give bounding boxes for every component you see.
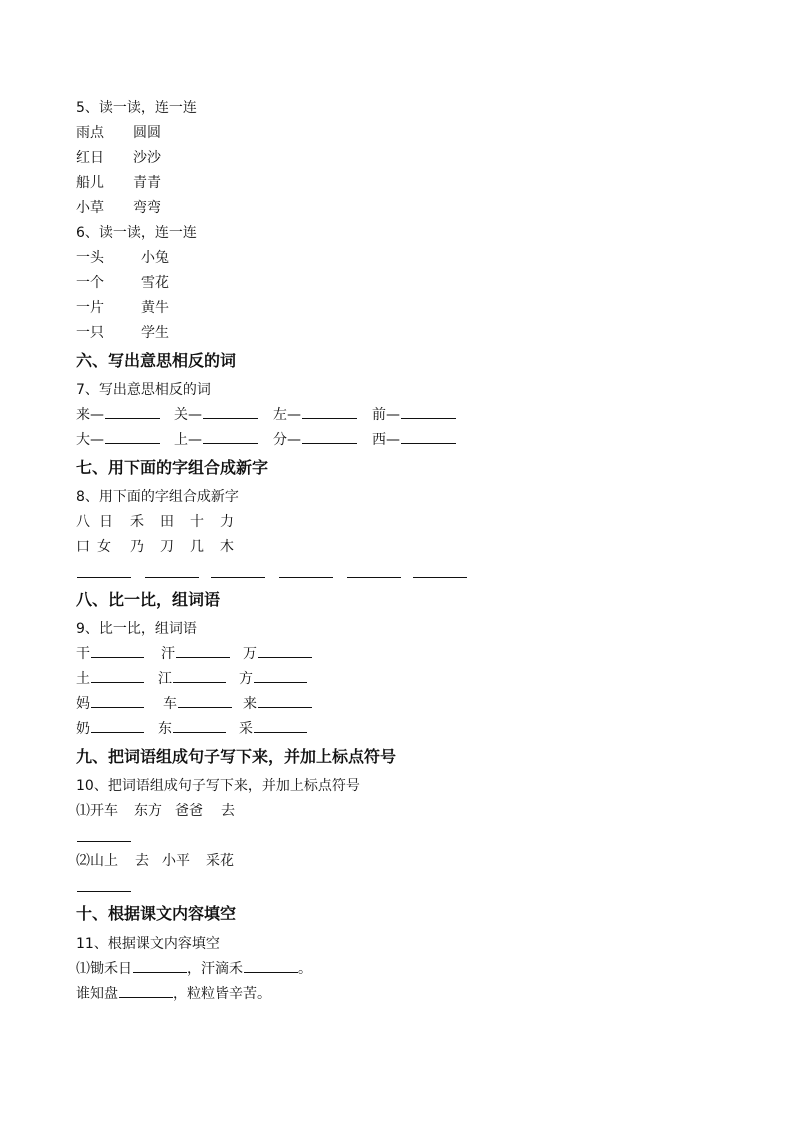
q8-char: 女 bbox=[97, 539, 111, 555]
q8-char: 乃 bbox=[130, 539, 144, 555]
q9-char: 万 bbox=[243, 646, 257, 662]
q10-word: 东方 bbox=[134, 803, 162, 819]
q8-char: 力 bbox=[220, 514, 234, 530]
answer-blank[interactable] bbox=[254, 667, 307, 683]
q7-prompt: 关— bbox=[174, 407, 202, 423]
answer-blank[interactable] bbox=[105, 403, 160, 419]
q6-left-word: 一个 bbox=[76, 275, 104, 291]
answer-blank[interactable] bbox=[133, 957, 187, 973]
q6-left-word: 一只 bbox=[76, 325, 104, 341]
answer-blank[interactable] bbox=[401, 403, 456, 419]
q7-prompt: 来— bbox=[76, 407, 104, 423]
q8-char: 刀 bbox=[160, 539, 174, 555]
answer-blank[interactable] bbox=[91, 692, 144, 708]
q9-char: 奶 bbox=[76, 721, 90, 737]
q8-title: 8、用下面的字组合成新字 bbox=[76, 489, 239, 505]
q8-char: 木 bbox=[220, 539, 234, 555]
answer-blank[interactable] bbox=[258, 692, 312, 708]
q9-char: 车 bbox=[163, 696, 177, 712]
q5-right-word: 弯弯 bbox=[133, 200, 161, 216]
q5-right-word: 圆圆 bbox=[133, 125, 161, 141]
q9-row bbox=[76, 692, 726, 717]
q8-char: 禾 bbox=[130, 514, 144, 530]
answer-blank[interactable] bbox=[413, 562, 467, 578]
section-heading: 七、用下面的字组合成新字 bbox=[76, 458, 269, 477]
q5-title: 5、读一读，连一连 bbox=[76, 100, 197, 116]
q10-word: 去 bbox=[135, 853, 149, 869]
q8-char-row bbox=[76, 510, 726, 535]
q9-char: 东 bbox=[158, 721, 172, 737]
section-heading: 六、写出意思相反的词 bbox=[76, 351, 237, 370]
q8-char: 几 bbox=[190, 539, 204, 555]
q5-row bbox=[76, 121, 726, 146]
q7-prompt: 西— bbox=[372, 432, 400, 448]
answer-blank[interactable] bbox=[105, 428, 160, 444]
q7-prompt: 大— bbox=[76, 432, 104, 448]
answer-blank[interactable] bbox=[203, 403, 258, 419]
q9-char: 汗 bbox=[161, 646, 175, 662]
q7-title: 7、写出意思相反的词 bbox=[76, 382, 211, 398]
q10-word: 小平 bbox=[162, 853, 190, 869]
section-heading: 十、根据课文内容填空 bbox=[76, 904, 237, 923]
q7-prompt: 左— bbox=[273, 407, 301, 423]
q6-row bbox=[76, 246, 726, 271]
q11-text: 。 bbox=[298, 961, 312, 977]
q9-char: 来 bbox=[243, 696, 257, 712]
q9-char: 干 bbox=[76, 646, 90, 662]
q6-title: 6、读一读，连一连 bbox=[76, 225, 197, 241]
worksheet-page bbox=[76, 96, 726, 1007]
q8-char: 田 bbox=[160, 514, 174, 530]
q6-row bbox=[76, 271, 726, 296]
answer-blank[interactable] bbox=[91, 717, 144, 733]
q6-right-word: 学生 bbox=[141, 325, 169, 341]
q10-word: 去 bbox=[221, 803, 235, 819]
answer-blank[interactable] bbox=[254, 717, 307, 733]
q11-text: ⑴锄禾日 bbox=[76, 961, 132, 977]
answer-blank[interactable] bbox=[279, 562, 333, 578]
q9-char: 采 bbox=[239, 721, 253, 737]
q5-left-word: 雨点 bbox=[76, 125, 104, 141]
answer-blank[interactable] bbox=[119, 982, 173, 998]
answer-blank[interactable] bbox=[173, 667, 226, 683]
q11-title: 11、根据课文内容填空 bbox=[76, 936, 220, 952]
q11-text: 谁知盘 bbox=[76, 986, 118, 1002]
q11-line bbox=[76, 957, 726, 982]
q9-row bbox=[76, 717, 726, 742]
q10-item bbox=[76, 849, 726, 874]
q6-row bbox=[76, 321, 726, 346]
q5-right-word: 青青 bbox=[133, 175, 161, 191]
answer-blank[interactable] bbox=[302, 403, 357, 419]
answer-blank[interactable] bbox=[77, 876, 131, 892]
q10-word: 采花 bbox=[206, 853, 234, 869]
answer-blank[interactable] bbox=[178, 692, 232, 708]
q10-answer-row bbox=[76, 874, 726, 899]
q7-prompt: 分— bbox=[273, 432, 301, 448]
q9-char: 方 bbox=[239, 671, 253, 687]
section-heading: 八、比一比，组词语 bbox=[76, 590, 221, 609]
answer-blank[interactable] bbox=[77, 562, 131, 578]
q9-char: 江 bbox=[158, 671, 172, 687]
q8-char: 日 bbox=[99, 514, 113, 530]
q6-left-word: 一头 bbox=[76, 250, 104, 266]
q6-right-word: 小兔 bbox=[141, 250, 169, 266]
answer-blank[interactable] bbox=[91, 642, 144, 658]
q10-title: 10、把词语组成句子写下来，并加上标点符号 bbox=[76, 778, 360, 794]
q6-right-word: 雪花 bbox=[141, 275, 169, 291]
q10-word: ⑴开车 bbox=[76, 803, 118, 819]
q5-row bbox=[76, 146, 726, 171]
q5-row bbox=[76, 196, 726, 221]
answer-blank[interactable] bbox=[203, 428, 258, 444]
answer-blank[interactable] bbox=[401, 428, 456, 444]
q9-char: 妈 bbox=[76, 696, 90, 712]
q7-prompt: 前— bbox=[372, 407, 400, 423]
q11-line bbox=[76, 982, 726, 1007]
answer-blank[interactable] bbox=[173, 717, 226, 733]
section-heading: 九、把词语组成句子写下来，并加上标点符号 bbox=[76, 747, 397, 766]
answer-blank[interactable] bbox=[244, 957, 298, 973]
q5-left-word: 红日 bbox=[76, 150, 104, 166]
answer-blank[interactable] bbox=[302, 428, 357, 444]
answer-blank[interactable] bbox=[91, 667, 144, 683]
q7-row bbox=[76, 428, 726, 453]
answer-blank[interactable] bbox=[77, 826, 131, 842]
q5-right-word: 沙沙 bbox=[133, 150, 161, 166]
q8-char: 八 bbox=[76, 514, 90, 530]
q8-char: 口 bbox=[76, 539, 90, 555]
q8-char: 十 bbox=[190, 514, 204, 530]
q5-row bbox=[76, 171, 726, 196]
q8-char-row bbox=[76, 535, 726, 560]
q5-left-word: 小草 bbox=[76, 200, 104, 216]
q7-prompt: 上— bbox=[174, 432, 202, 448]
answer-blank[interactable] bbox=[145, 562, 199, 578]
q10-word: 爸爸 bbox=[175, 803, 203, 819]
answer-blank[interactable] bbox=[347, 562, 401, 578]
answer-blank[interactable] bbox=[176, 642, 230, 658]
q6-left-word: 一片 bbox=[76, 300, 104, 316]
answer-blank[interactable] bbox=[258, 642, 312, 658]
q11-text: ，汗滴禾 bbox=[187, 961, 243, 977]
q10-answer-row bbox=[76, 824, 726, 849]
q11-text: ，粒粒皆辛苦。 bbox=[173, 986, 271, 1002]
q10-item bbox=[76, 799, 726, 824]
q9-title: 9、比一比，组词语 bbox=[76, 621, 197, 637]
q10-word: ⑵山上 bbox=[76, 853, 118, 869]
q8-answer-row bbox=[76, 560, 726, 585]
q6-right-word: 黄牛 bbox=[141, 300, 169, 316]
q5-left-word: 船儿 bbox=[76, 175, 104, 191]
q9-row bbox=[76, 667, 726, 692]
answer-blank[interactable] bbox=[211, 562, 265, 578]
q9-row bbox=[76, 642, 726, 667]
q9-char: 土 bbox=[76, 671, 90, 687]
q7-row bbox=[76, 403, 726, 428]
q6-row bbox=[76, 296, 726, 321]
